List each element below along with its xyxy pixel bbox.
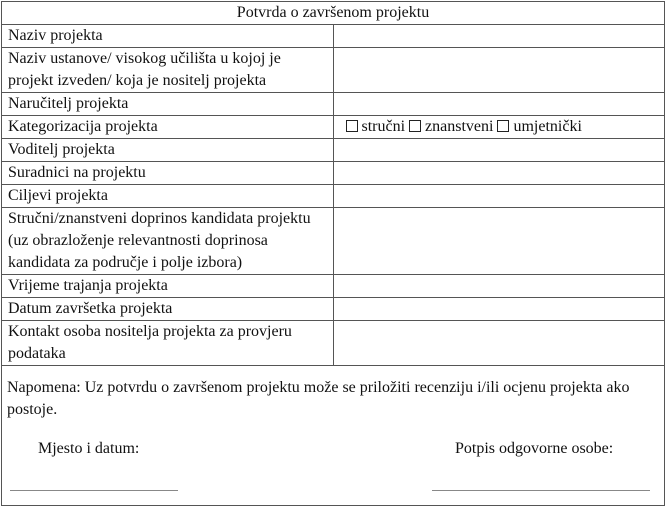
value-field[interactable] — [333, 208, 665, 275]
note-text: Napomena: Uz potvrdu o završenom projektu može se priložiti recenziju i/ili ocjenu projekta ako postoje. — [7, 379, 630, 418]
row-label: Datum završetka projekta — [2, 298, 334, 321]
value-field[interactable] — [333, 93, 665, 116]
signature-line[interactable] — [432, 490, 650, 491]
category-options — [333, 116, 665, 139]
checkbox-znanstveni[interactable] — [409, 120, 421, 132]
table-row — [2, 139, 665, 162]
table-row — [2, 93, 665, 116]
table-row — [2, 162, 665, 185]
place-date-label: Mjesto i datum: — [38, 440, 140, 457]
value-field[interactable] — [333, 298, 665, 321]
row-label: Ciljevi projekta — [2, 185, 334, 208]
table-row — [2, 185, 665, 208]
option-label: znanstveni — [425, 118, 494, 135]
checkbox-umjetnicki[interactable] — [497, 120, 509, 132]
project-confirmation-table — [1, 1, 665, 366]
value-field[interactable] — [333, 25, 665, 48]
table-row — [2, 321, 665, 366]
table-row — [2, 298, 665, 321]
row-label: Stručni/znanstveni doprinos kandidata projektu (uz obrazloženje relevantnosti doprinosa kandidata za područje i polje izbora) — [2, 208, 334, 275]
table-row — [2, 275, 665, 298]
table-row — [2, 25, 665, 48]
value-field[interactable] — [333, 139, 665, 162]
table-row — [2, 48, 665, 93]
value-field[interactable] — [333, 48, 665, 93]
option-label: umjetnički — [513, 118, 582, 135]
row-label: Kategorizacija projekta — [2, 116, 334, 139]
option-label: stručni — [361, 118, 406, 135]
value-field[interactable] — [333, 185, 665, 208]
row-label: Suradnici na projektu — [2, 162, 334, 185]
row-label: Vrijeme trajanja projekta — [2, 275, 334, 298]
signature-label: Potpis odgovorne osobe: — [455, 440, 614, 457]
place-date-line[interactable] — [10, 490, 178, 491]
row-label: Voditelj projekta — [2, 139, 334, 162]
table-row — [2, 116, 665, 139]
row-label: Naziv projekta — [2, 25, 334, 48]
row-label: Kontakt osoba nositelja projekta za provjeru podataka — [2, 321, 334, 366]
table-row — [2, 208, 665, 275]
checkbox-strucni[interactable] — [346, 120, 358, 132]
row-label: Naručitelj projekta — [2, 93, 334, 116]
value-field[interactable] — [333, 162, 665, 185]
value-field[interactable] — [333, 275, 665, 298]
row-label: Naziv ustanove/ visokog učilišta u kojoj je projekt izveden/ koja je nositelj projekta — [2, 48, 334, 93]
value-field[interactable] — [333, 321, 665, 366]
form-title: Potvrda o završenom projektu — [2, 2, 665, 25]
